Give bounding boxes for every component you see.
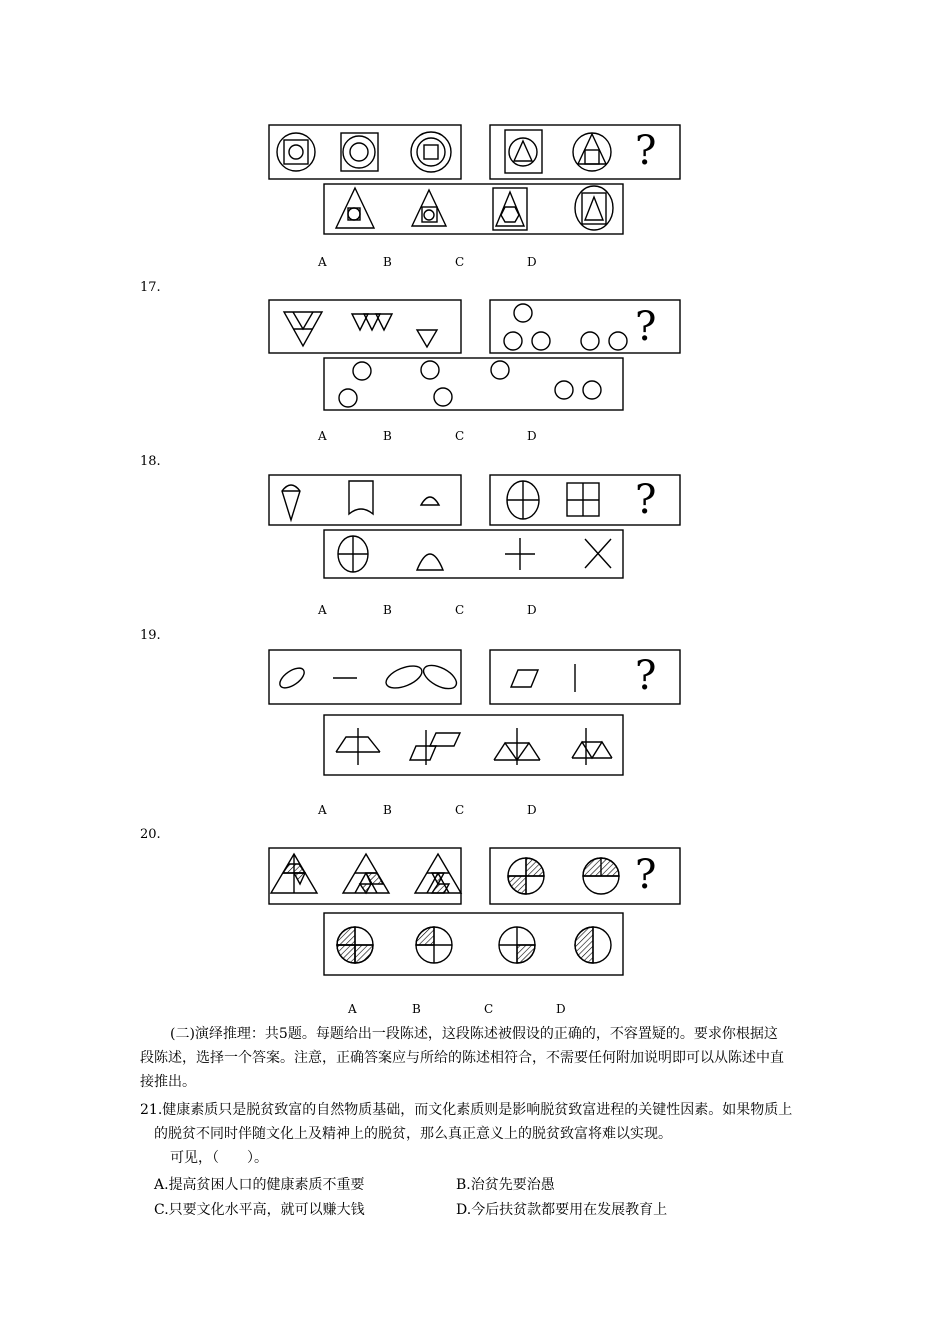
question-mark-20: ? (635, 852, 657, 898)
q21-option-c-text: 只要文化水平高，就可以赚大钱 (168, 1202, 365, 1218)
option-d: D (527, 255, 537, 269)
question-mark-17: ? (635, 304, 657, 350)
puzzle-17 (269, 300, 680, 410)
question-number-20: 20. (140, 827, 161, 842)
question-mark-16: ? (635, 128, 657, 174)
q21-option-a-letter: A. (154, 1177, 169, 1193)
q21-option-c[interactable] (154, 1198, 365, 1222)
q21-option-d-letter: D. (456, 1202, 472, 1218)
option-b: B (383, 429, 392, 443)
puzzle-18 (269, 475, 680, 578)
option-c: C (455, 255, 465, 269)
q21-line-2: 的脱贫不同时伴随文化上及精神上的脱贫，那么真正意义上的脱贫致富将难以实现。 (154, 1126, 672, 1142)
option-d: D (527, 803, 537, 817)
q21-option-d[interactable] (456, 1198, 667, 1222)
q21-option-b-letter: B. (456, 1177, 471, 1193)
option-d: D (556, 1002, 566, 1016)
q21-option-a[interactable] (154, 1173, 365, 1197)
option-b: B (383, 803, 392, 817)
option-a: A (348, 1002, 357, 1016)
question-mark-18: ? (635, 477, 657, 523)
option-a: A (318, 255, 327, 269)
puzzle-16 (269, 125, 680, 234)
intro-line-1: (二)演绎推理：共5题。每题给出一段陈述，这段陈述被假设的正确的，不容置疑的。要求你根据这 (170, 1026, 778, 1042)
question-number-18: 18. (140, 454, 161, 469)
option-b: B (412, 1002, 421, 1016)
option-c: C (484, 1002, 494, 1016)
puzzle-20 (269, 848, 680, 975)
option-b: B (383, 255, 392, 269)
puzzle-19 (269, 650, 680, 775)
option-c: C (455, 803, 465, 817)
q21-option-d-text: 今后扶贫款都要用在发展教育上 (471, 1202, 668, 1218)
option-a: A (318, 803, 327, 817)
q21-line-1: 21.健康素质只是脱贫致富的自然物质基础，而文化素质则是影响脱贫致富进程的关键性因素。如果物质上 (140, 1102, 793, 1118)
options-box (324, 184, 623, 234)
q21-option-b-text: 治贫先要治愚 (470, 1177, 555, 1193)
q21-prompt: 可见，（ ）。 (170, 1150, 268, 1166)
option-b: B (383, 603, 392, 617)
question-mark-19: ? (635, 653, 657, 699)
option-d: D (527, 429, 537, 443)
section-two-intro (140, 1022, 820, 1094)
q21-option-b[interactable] (456, 1173, 555, 1197)
q21-option-c-letter: C. (154, 1202, 169, 1218)
option-c: C (455, 429, 465, 443)
intro-line-2: 段陈述，选择一个答案。注意，正确答案应与所给的陈述相符合，不需要任何附加说明即可以从陈述中直 (140, 1050, 784, 1066)
intro-line-3: 接推出。 (140, 1074, 196, 1090)
question-number-19: 19. (140, 628, 161, 643)
q21-option-a-text: 提高贫困人口的健康素质不重要 (168, 1177, 365, 1193)
option-c: C (455, 603, 465, 617)
question-number-17: 17. (140, 280, 161, 295)
option-d: D (527, 603, 537, 617)
option-a: A (318, 429, 327, 443)
question-21 (140, 1098, 820, 1170)
option-a: A (318, 603, 327, 617)
